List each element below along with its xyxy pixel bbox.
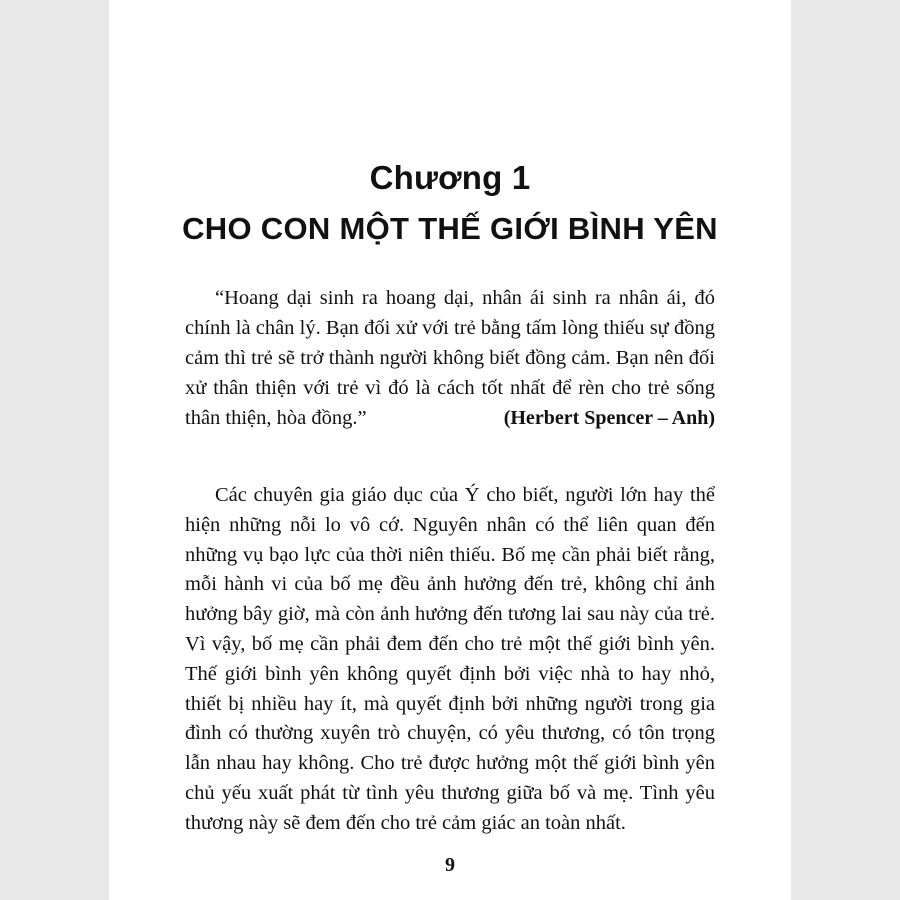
book-page	[109, 0, 791, 900]
chapter-number: Chương 1	[369, 159, 531, 196]
body-paragraph: Các chuyên gia giáo dục của Ý cho biết, người lớn hay thể hiện những nỗi lo vô cớ. Nguyên nhân có thể liên quan đến những vụ bạo lực của thời niên thiếu. Bố mẹ cần phải biết rằng, mỗi hành vi của bố mẹ đều ảnh hưởng đến trẻ, không chỉ ảnh hưởng bây giờ, mà còn ảnh hưởng đến tương lai sau này của trẻ. Vì vậy, bố mẹ cần phải đem đến cho trẻ một thế giới bình yên. Thế giới bình yên không quyết định bởi việc nhà to hay nhỏ, thiết bị nhiều hay ít, mà quyết định bởi những người trong gia đình có thường xuyên trò chuyện, có yêu thương, có tôn trọng lẫn nhau hay không. Cho trẻ được hưởng một thế giới bình yên chủ yếu xuất phát từ tình yêu thương giữa bố và mẹ. Tình yêu thương này sẽ đem đến cho trẻ cảm giác an toàn nhất.	[185, 484, 715, 834]
chapter-title: CHO CON MỘT THẾ GIỚI BÌNH YÊN	[182, 211, 718, 246]
epigraph-quote: “Hoang dại sinh ra hoang dại, nhân ái sinh ra nhân ái, đó chính là chân lý. Bạn đối xử với trẻ bằng tấm lòng thiếu sự đồng cảm thì trẻ sẽ trở thành người không biết đồng cảm. Bạn nên đối xử thân thiện với trẻ vì đó là cách tốt nhất để rèn cho trẻ sống thân thiện, hòa đồng.”	[185, 287, 715, 429]
epigraph-attribution: (Herbert Spencer – Anh)	[503, 407, 715, 429]
page-number: 9	[445, 854, 455, 876]
